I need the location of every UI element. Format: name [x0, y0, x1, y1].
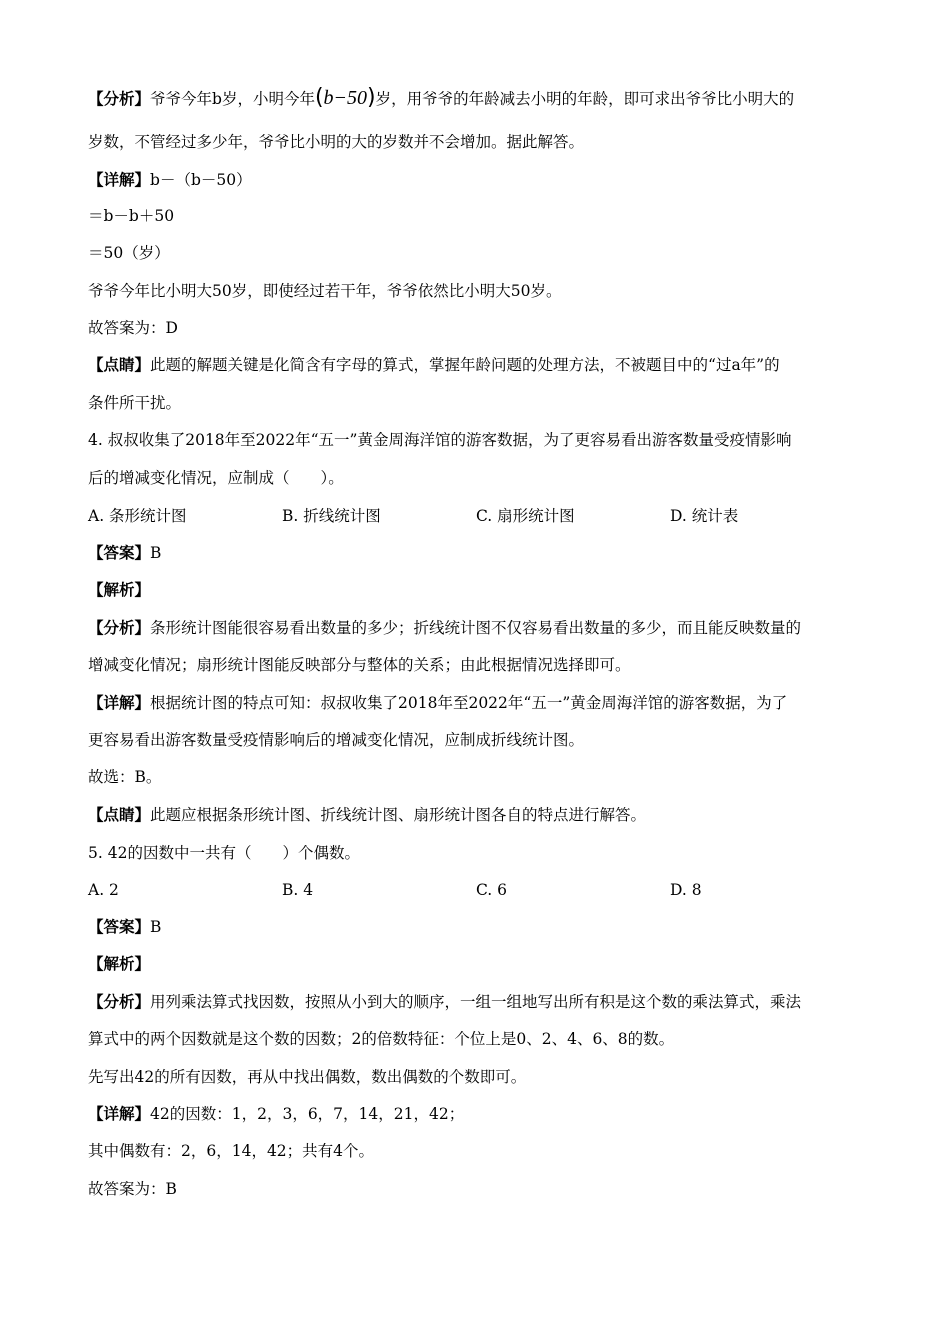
q5-analysis-line2: 算式中的两个因数就是这个数的因数；2的倍数特征：个位上是0、2、4、6、8的数。: [88, 1030, 675, 1048]
q5-stem: 5. 42的因数中一共有（ ）个偶数。: [88, 844, 360, 862]
q5-analysis-line3: 先写出42的所有因数，再从中找出偶数，数出偶数的个数即可。: [88, 1068, 527, 1086]
q4-solution-tag: 【解析】: [88, 580, 151, 599]
analysis-text: 岁，用爷爷的年龄减去小明的年龄，即可求出爷爷比小明大的: [375, 90, 795, 108]
q4-detail-line1: 【详解】根据统计图的特点可知：叔叔收集了2018年至2022年“五一”黄金周海洋馆的游客数据，为了: [88, 693, 788, 712]
q3-answer-line: 故答案为：D: [88, 319, 178, 337]
answer-tag: 【答案】: [88, 543, 151, 562]
q5-option-c: C. 6: [476, 881, 508, 899]
analysis-text: 爷爷今年b岁，小明今年: [150, 90, 315, 108]
math-expression: (b−50): [314, 85, 376, 110]
q5-answer: 【答案】B: [88, 917, 162, 936]
q3-comment-line2: 条件所干扰。: [88, 394, 182, 412]
q3-detail-line2: ＝b－b＋50: [88, 207, 175, 225]
q4-option-d: D. 统计表: [670, 507, 739, 525]
q3-detail-line1: 【详解】b－（b－50）: [88, 170, 252, 189]
q5-option-d: D. 8: [670, 881, 702, 899]
q4-analysis-line2: 增减变化情况；扇形统计图能反映部分与整体的关系；由此根据情况选择即可。: [88, 656, 631, 674]
q3-analysis-line1: [88, 85, 795, 110]
q3-comment-line1: 【点睛】此题的解题关键是化简含有字母的算式，掌握年龄问题的处理方法，不被题目中的“过a年”的: [88, 355, 780, 374]
q3-analysis-line2: 岁数，不管经过多少年，爷爷比小明的大的岁数并不会增加。据此解答。: [88, 133, 585, 151]
q4-stem-line2: 后的增减变化情况，应制成（ ）。: [88, 469, 344, 487]
q5-option-a: A. 2: [88, 881, 119, 899]
q4-option-a: A. 条形统计图: [88, 507, 187, 525]
q5-detail-line2: 其中偶数有：2，6，14，42；共有4个。: [88, 1142, 375, 1160]
q5-detail-line1: 【详解】42的因数：1，2，3，6，7，14，21，42；: [88, 1104, 465, 1123]
analysis-tag: 【分析】: [88, 89, 151, 108]
q4-option-c: C. 扇形统计图: [476, 507, 575, 525]
detail-tag: 【详解】: [88, 170, 151, 189]
q4-option-b: B. 折线统计图: [282, 507, 381, 525]
q5-analysis-line1: 【分析】用列乘法算式找因数，按照从小到大的顺序，一组一组地写出所有积是这个数的乘法算式，乘法: [88, 992, 802, 1011]
detail-tag: 【详解】: [88, 693, 151, 712]
q4-detail-line2: 更容易看出游客数量受疫情影响后的增减变化情况，应制成折线统计图。: [88, 731, 585, 749]
q3-detail-line4: 爷爷今年比小明大50岁，即使经过若干年，爷爷依然比小明大50岁。: [88, 282, 562, 300]
answer-tag: 【答案】: [88, 917, 151, 936]
q4-choice-line: 故选：B。: [88, 768, 162, 786]
q4-stem-line1: 4. 叔叔收集了2018年至2022年“五一”黄金周海洋馆的游客数据，为了更容易看出游客数量受疫情影响: [88, 431, 792, 449]
q4-answer: 【答案】B: [88, 543, 162, 562]
q5-option-b: B. 4: [282, 881, 314, 899]
analysis-tag: 【分析】: [88, 618, 151, 637]
q5-solution-tag: 【解析】: [88, 954, 151, 973]
q5-answer-line: 故答案为：B: [88, 1180, 177, 1198]
comment-tag: 【点睛】: [88, 355, 151, 374]
q4-comment: 【点睛】此题应根据条形统计图、折线统计图、扇形统计图各自的特点进行解答。: [88, 805, 647, 824]
q4-analysis-line1: 【分析】条形统计图能很容易看出数量的多少；折线统计图不仅容易看出数量的多少，而且能反映数量的: [88, 618, 802, 637]
q3-detail-line3: ＝50（岁）: [88, 244, 170, 262]
detail-tag: 【详解】: [88, 1104, 151, 1123]
analysis-tag: 【分析】: [88, 992, 151, 1011]
comment-tag: 【点睛】: [88, 805, 151, 824]
